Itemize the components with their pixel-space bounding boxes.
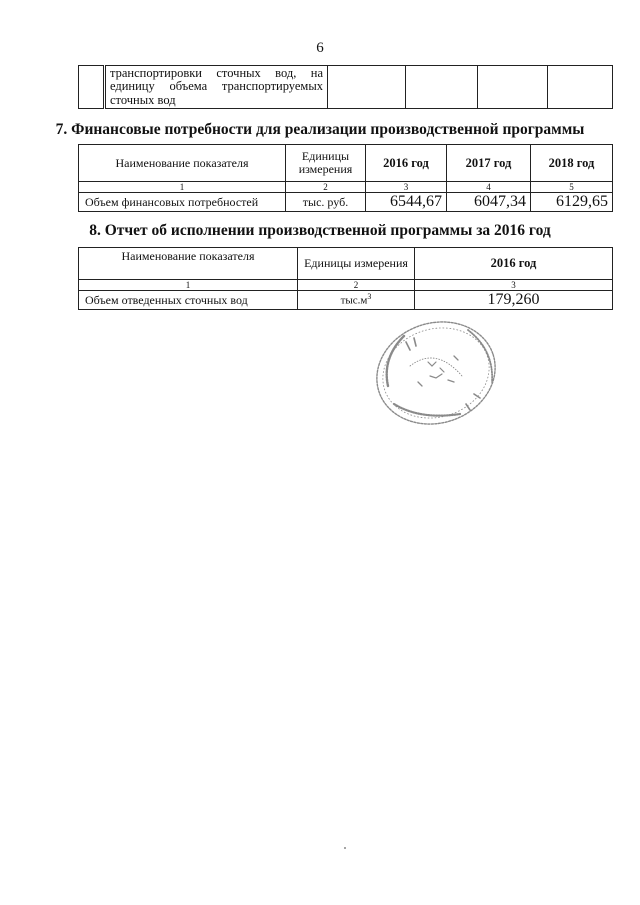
unit-base: тыс.м xyxy=(340,294,368,307)
unit-superscript: 3 xyxy=(367,292,372,301)
empty-cell xyxy=(548,66,613,109)
column-number: 4 xyxy=(447,182,531,193)
header-unit: Единицы измерения xyxy=(286,145,366,182)
indicator-name: Объем финансовых потребностей xyxy=(79,193,286,212)
header-indicator-name: Наименование показателя xyxy=(79,145,286,182)
row-description-cell xyxy=(105,66,328,109)
header-year-2016: 2016 год xyxy=(366,145,447,182)
column-number: 2 xyxy=(298,280,415,291)
indicator-unit: тыс. руб. xyxy=(286,193,366,212)
column-number-row xyxy=(79,280,613,291)
empty-cell xyxy=(328,66,406,109)
table-row xyxy=(79,66,613,109)
column-number: 3 xyxy=(415,280,613,291)
column-number: 2 xyxy=(286,182,366,193)
empty-cell xyxy=(406,66,478,109)
description-line: транспортировки сточных вод, на xyxy=(110,66,323,80)
header-year-2018: 2018 год xyxy=(531,145,613,182)
continuation-table xyxy=(78,65,613,109)
program-report-table xyxy=(78,247,613,310)
scan-speck xyxy=(344,847,346,849)
column-number: 3 xyxy=(366,182,447,193)
table-header-row xyxy=(79,145,613,182)
column-number-row xyxy=(79,182,613,193)
section-7-title: 7. Финансовые потребности для реализации производственной программы xyxy=(55,121,585,138)
value-2016: 179,260 xyxy=(415,291,613,310)
description-line: единицу объема транспортируемых xyxy=(110,79,323,94)
value-2016: 6544,67 xyxy=(366,193,447,212)
official-seal-stamp xyxy=(370,316,508,428)
header-year-2016: 2016 год xyxy=(415,248,613,280)
value-2017: 6047,34 xyxy=(447,193,531,212)
row-number-cell xyxy=(79,66,105,109)
header-year-2017: 2017 год xyxy=(447,145,531,182)
column-number: 5 xyxy=(531,182,613,193)
section-8-title: 8. Отчет об исполнении производственной программы за 2016 год xyxy=(89,222,551,239)
header-indicator-name: Наименование показателя xyxy=(79,248,298,280)
description-line: сточных вод xyxy=(110,92,176,107)
indicator-unit xyxy=(298,291,415,310)
value-2018: 6129,65 xyxy=(531,193,613,212)
table-row xyxy=(79,291,613,310)
table-row xyxy=(79,193,613,212)
indicator-name: Объем отведенных сточных вод xyxy=(79,291,298,310)
page-number: 6 xyxy=(316,40,324,56)
financial-needs-table xyxy=(78,144,613,212)
seal-ink xyxy=(370,316,508,428)
column-number: 1 xyxy=(79,280,298,291)
column-number: 1 xyxy=(79,182,286,193)
header-unit: Единицы измерения xyxy=(298,248,415,280)
table-header-row xyxy=(79,248,613,280)
empty-cell xyxy=(478,66,548,109)
